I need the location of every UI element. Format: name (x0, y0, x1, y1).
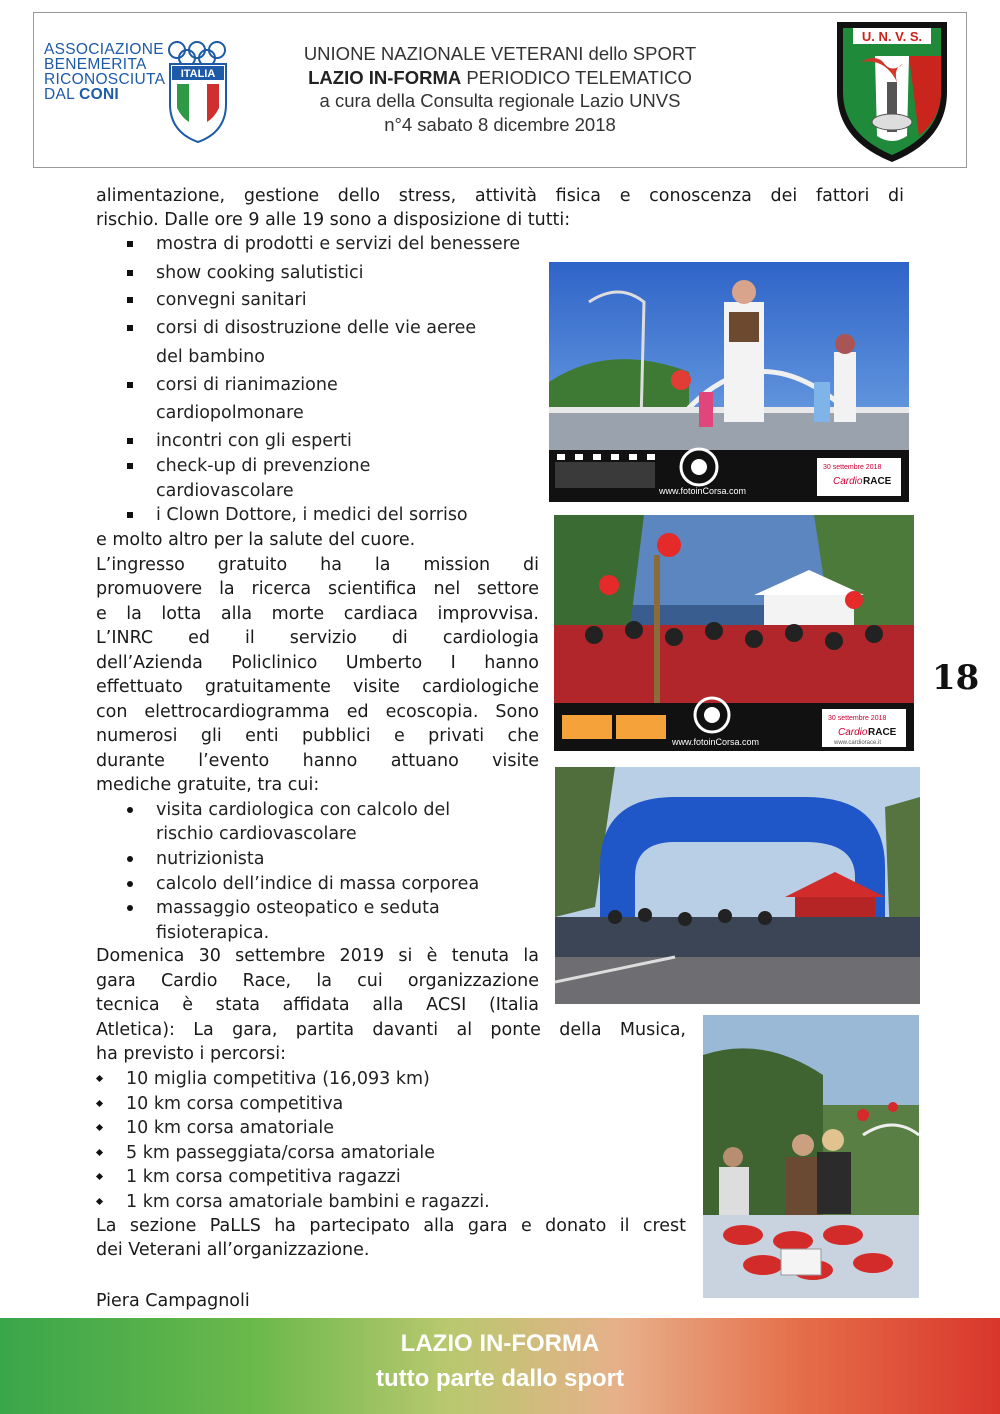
curated-by: a cura della Consulta regionale Lazio UNVS (319, 90, 681, 111)
photo-veterans-stand (703, 1015, 919, 1298)
text-line: ha previsto i percorsi: (96, 1044, 287, 1064)
union-name: UNIONE NAZIONALE VETERANI dello SPORT (303, 43, 697, 64)
masthead-text (250, 42, 750, 136)
list-item: nutrizionista (156, 849, 265, 869)
list-item: 1 km corsa competitiva ragazzi (126, 1167, 401, 1187)
diamond-bullet-icon (96, 1149, 103, 1156)
list-item: corsi di disostruzione delle vie aeree (156, 318, 477, 338)
list-item: 10 km corsa competitiva (126, 1094, 344, 1114)
text-line: dei Veterani all’organizzazione. (96, 1240, 370, 1260)
text-line: effettuato gratuitamente visite cardiologiche (96, 677, 539, 697)
list-item: mostra di prodotti e servizi del benessere (156, 234, 521, 254)
list-item-continuation: cardiovascolare (156, 481, 294, 501)
list-item: 5 km passeggiata/corsa amatoriale (126, 1143, 435, 1163)
list-item: i Clown Dottore, i medici del sorriso (156, 505, 468, 525)
photo-watermark-site: www.fotoinCorsa.com (672, 737, 760, 747)
square-bullet-icon (127, 325, 133, 331)
intro-line-2: rischio. Dalle ore 9 alle 19 sono a disposizione di tutti: (96, 210, 571, 230)
author-signature: Piera Campagnoli (96, 1291, 250, 1311)
coni-line-4: DAL CONI (44, 86, 120, 103)
text-line: gara Cardio Race, la cui organizzazione (96, 971, 539, 991)
diamond-bullet-icon (96, 1173, 103, 1180)
footer-subtitle: tutto parte dallo sport (376, 1365, 624, 1392)
list-item: incontri con gli esperti (156, 431, 352, 451)
diamond-bullet-icon (96, 1198, 103, 1205)
list-item: visita cardiologica con calcolo del (156, 800, 451, 820)
list-item-continuation: rischio cardiovascolare (156, 824, 357, 844)
square-bullet-icon (127, 512, 133, 518)
round-bullet-icon (127, 905, 133, 911)
square-bullet-icon (127, 297, 133, 303)
list-item: calcolo dell’indice di massa corporea (156, 874, 480, 894)
list-item: show cooking salutistici (156, 263, 364, 283)
footer-title: LAZIO IN-FORMA (400, 1330, 600, 1357)
coni-line-2: BENEMERITA (44, 56, 147, 73)
list-item: check-up di prevenzione (156, 456, 371, 476)
diamond-bullet-icon (96, 1100, 103, 1107)
text-line: Domenica 30 settembre 2019 si è tenuta la (96, 946, 539, 966)
square-bullet-icon (127, 270, 133, 276)
list-item: 10 miglia competitiva (16,093 km) (126, 1069, 430, 1089)
round-bullet-icon (127, 807, 133, 813)
photo-watermark-site: www.fotoinCorsa.com (659, 486, 747, 496)
text-line: e molto altro per la salute del cuore. (96, 530, 416, 550)
publication-title: LAZIO IN-FORMA PERIODICO TELEMATICO (308, 66, 692, 88)
text-line: promuovere la ricerca scientifica nel settore (96, 579, 539, 599)
text-line: con elettrocardiogramma ed ecoscopia. Sono (96, 702, 539, 722)
text-line: L’ingresso gratuito ha la mission di (96, 555, 539, 575)
photo-start-arch (555, 767, 920, 1004)
photo-watermark-date: 30 settembre 2018 (823, 464, 882, 471)
square-bullet-icon (127, 438, 133, 444)
square-bullet-icon (127, 382, 133, 388)
photo-brand-a: Cardio (833, 476, 863, 487)
italia-label: ITALIA (180, 68, 216, 80)
photo-brand-b: RACE (863, 476, 892, 487)
list-item: 10 km corsa amatoriale (126, 1118, 334, 1138)
list-item: convegni sanitari (156, 290, 307, 310)
list-item: massaggio osteopatico e seduta (156, 898, 440, 918)
page-number: 18 (932, 658, 980, 698)
square-bullet-icon (127, 463, 133, 469)
diamond-bullet-icon (96, 1124, 103, 1131)
list-item-continuation: cardiopolmonare (156, 403, 304, 423)
unvs-shield-logo (833, 18, 951, 166)
photo-crowd-balloons (554, 515, 914, 751)
coni-line-1: ASSOCIAZIONE (44, 41, 164, 58)
coni-association-label (44, 42, 165, 102)
round-bullet-icon (127, 856, 133, 862)
text-line: e la lotta alla morte cardiaca improvvisa. (96, 604, 539, 624)
text-line: La sezione PaLLS ha partecipato alla gara e donato il crest (96, 1216, 686, 1236)
text-line: Atletica): La gara, partita davanti al ponte della Musica, (96, 1020, 686, 1040)
photo-brand-b: RACE (868, 727, 897, 738)
unvs-label: U. N. V. S. (861, 29, 923, 44)
round-bullet-icon (127, 881, 133, 887)
text-line: mediche gratuite, tra cui: (96, 775, 320, 795)
diamond-bullet-icon (96, 1075, 103, 1082)
intro-line-1: alimentazione, gestione dello stress, attività fisica e conoscenza dei fattori di (96, 186, 904, 206)
text-line: numerosi gli enti pubblici e privati che (96, 726, 539, 746)
text-line: durante l’evento hanno attuano visite (96, 751, 539, 771)
issue-date: n°4 sabato 8 dicembre 2018 (384, 113, 616, 135)
square-bullet-icon (127, 241, 133, 247)
text-line: dell’Azienda Policlinico Umberto I hanno (96, 653, 539, 673)
photo-clowns-bridge (549, 262, 909, 502)
text-line: tecnica è stata affidata alla ACSI (Italia (96, 995, 539, 1015)
photo-brand-site: www.cardiorace.it (834, 740, 882, 746)
photo-brand-a: Cardio (838, 727, 868, 738)
photo-watermark-date: 30 settembre 2018 (828, 715, 887, 722)
text-line: L’INRC ed il servizio di cardiologia (96, 628, 539, 648)
coni-line-3: RICONOSCIUTA (44, 71, 166, 88)
list-item-continuation: del bambino (156, 347, 265, 367)
list-item-continuation: fisioterapica. (156, 923, 270, 943)
coni-shield-icon (168, 62, 228, 144)
list-item: 1 km corsa amatoriale bambini e ragazzi. (126, 1192, 490, 1212)
list-item: corsi di rianimazione (156, 375, 338, 395)
